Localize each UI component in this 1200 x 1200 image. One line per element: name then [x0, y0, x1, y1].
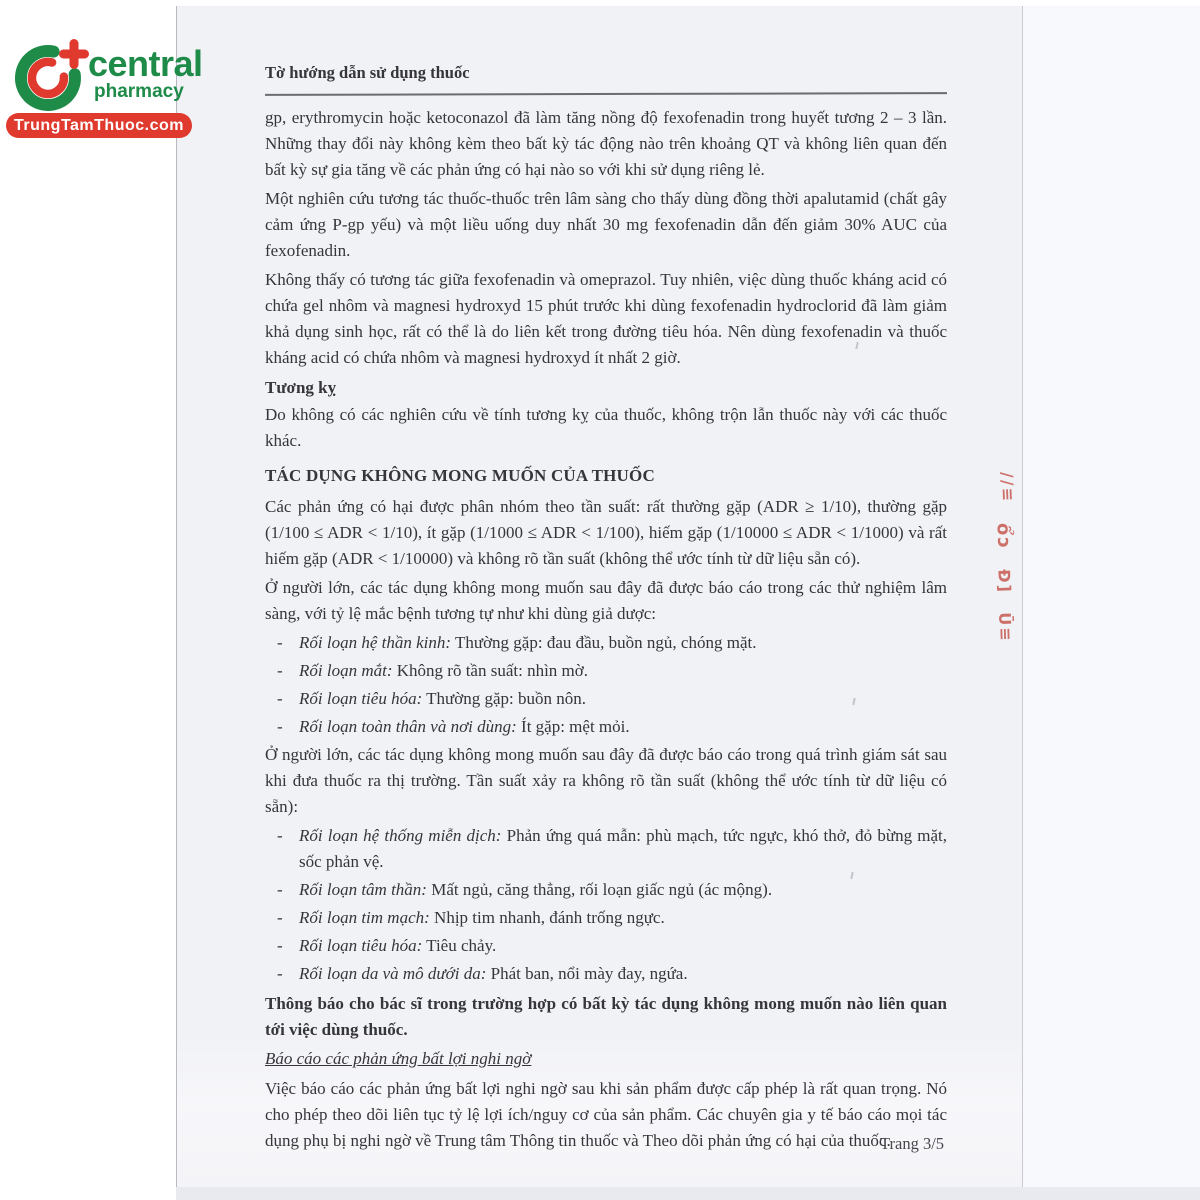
logo-brand-text: central [88, 43, 203, 84]
red-stamp-marks [984, 468, 1022, 678]
paragraph-frequency-definitions: Các phản ứng có hại được phân nhóm theo tần suất: rất thường gặp (ADR ≥ 1/10), thường gặp (1/100 ≤ ADR < 1/10), ít gặp (1/1000 ≤ ADR < 1/100), hiếm gặp (1/10000 ≤ ADR < 1/1000) và rất hiếm gặp (ADR < 1/10000) và không rõ tần suất (không thể ước tính từ dữ liệu sẵn có). [265, 497, 947, 568]
page-number: Trang 3/5 [880, 1134, 945, 1153]
list-item [265, 905, 947, 931]
bullet-text: Ít gặp: mệt mỏi. [516, 717, 630, 736]
bullet-lead: Rối loạn tiêu hóa: [299, 936, 423, 955]
bullet-text: Phát ban, nổi mày đay, ngứa. [486, 964, 688, 983]
bullet-text: Tiêu chảy. [422, 936, 497, 955]
document-content [265, 60, 947, 1157]
list-item [265, 714, 947, 740]
bullet-text: Thường gặp: đau đầu, buồn ngủ, chóng mặt. [451, 633, 757, 652]
bullet-dash: - [277, 936, 283, 955]
paragraph-reporting: Việc báo cáo các phản ứng bất lợi nghi ngờ sau khi sản phẩm được cấp phép là rất quan trọng. Nó cho phép theo dõi liên tục tỷ lệ lợi ích/nguy cơ của sản phẩm. Các chuyên gia y tế báo cáo mọi tác dụng phụ bị nghi ngờ về Trung tâm Thông tin thuốc và Theo dõi phản ứng có hại của thuốc. [265, 1079, 947, 1150]
bullet-dash: - [277, 826, 283, 845]
bullet-lead: Rối loạn hệ thần kinh: [299, 633, 452, 652]
list-item [265, 933, 947, 959]
pharmacy-cross-circle-icon [12, 36, 96, 120]
central-pharmacy-logo [6, 36, 216, 146]
heading-report-suspected-adr: Báo cáo các phản ứng bất lợi nghi ngờ [265, 1049, 532, 1068]
scan-bottom-edge [176, 1187, 1200, 1200]
bullet-dash: - [277, 880, 283, 899]
red-stamp-mark: ổɔ [992, 522, 1015, 551]
bullet-dash: - [277, 633, 283, 652]
scan-right-margin [1022, 6, 1200, 1200]
paragraph-post-marketing-intro: Ở người lớn, các tác dụng không mong muốn sau đây đã được báo cáo trong quá trình giám sát sau khi đưa thuốc ra thị trường. Tần suất xảy ra không rõ tần suất (không thể ước tính từ dữ liệu có sẵn): [265, 745, 947, 816]
paragraph-interaction-2: Một nghiên cứu tương tác thuốc-thuốc trên lâm sàng cho thấy dùng đồng thời apalutamid (chất gây cảm ứng P-gp yếu) và một liều uống duy nhất 30 mg fexofenadin dẫn đến giảm 30% AUC của fexofenadin. [265, 189, 947, 260]
bullet-text: Thường gặp: buồn nôn. [422, 689, 587, 708]
list-item [265, 877, 947, 903]
bullet-text: Nhịp tim nhanh, đánh trống ngực. [429, 908, 665, 927]
paragraph-interaction-3: Không thấy có tương tác giữa fexofenadin và omeprazol. Tuy nhiên, việc dùng thuốc kháng acid có chứa gel nhôm và magnesi hydroxyd 15 phút trước khi dùng fexofenadin hydroclorid đã làm giảm khả dụng sinh học, rất có thể là do liên kết trong đường tiêu hóa. Nên dùng fexofenadin và thuốc kháng acid có chứa nhôm và magnesi hydroxyd ít nhất 2 giờ. [265, 270, 947, 367]
bullet-text: Mất ngủ, căng thẳng, rối loạn giấc ngủ (ác mộng). [426, 880, 773, 899]
list-item [265, 686, 947, 712]
bullet-lead: Rối loạn mắt: [299, 661, 393, 680]
bullet-lead: Rối loạn da và mô dưới da: [299, 964, 487, 983]
red-stamp-mark: Đ] [994, 568, 1015, 595]
heading-adverse-effects: TÁC DỤNG KHÔNG MONG MUỐN CỦA THUỐC [265, 466, 655, 485]
list-item [265, 961, 947, 987]
bullet-lead: Rối loạn hệ thống miễn dịch: [299, 826, 502, 845]
bullet-lead: Rối loạn toàn thân và nơi dùng: [299, 717, 517, 736]
red-stamp-mark: Ū≡ [995, 611, 1016, 644]
bullet-lead: Rối loạn tim mạch: [299, 908, 430, 927]
bullet-lead: Rối loạn tiêu hóa: [299, 689, 423, 708]
paragraph-clinical-trials-intro: Ở người lớn, các tác dụng không mong muốn sau đây đã được báo cáo trong các thử nghiệm lâm sàng, với tỷ lệ mắc bệnh tương tự như khi dùng giả dược: [265, 578, 947, 623]
heading-incompatibility: Tương kỵ [265, 378, 337, 397]
bullet-dash: - [277, 964, 283, 983]
paragraph-incompatibility: Do không có các nghiên cứu về tính tương kỵ của thuốc, không trộn lẫn thuốc này với các thuốc khác. [265, 405, 947, 450]
list-item [265, 630, 947, 656]
bullet-dash: - [277, 661, 283, 680]
logo-tagline-text: pharmacy [94, 81, 184, 102]
paragraph-notify-doctor: Thông báo cho bác sĩ trong trường hợp có bất kỳ tác dụng không mong muốn nào liên quan tới việc dùng thuốc. [265, 994, 947, 1039]
bullet-text: Phản ứng quá mẫn: phù mạch, tức ngực, khó thở, đỏ bừng mặt, sốc phản vệ. [299, 826, 947, 871]
document-header-title: Tờ hướng dẫn sử dụng thuốc [265, 63, 470, 82]
bullet-text: Không rõ tần suất: nhìn mờ. [392, 661, 588, 680]
red-stamp-mark: //≡ [997, 471, 1018, 504]
bullet-dash: - [277, 717, 283, 736]
list-item [265, 823, 947, 875]
header-divider-line [265, 92, 947, 96]
logo-website-banner: TrungTamThuoc.com [6, 113, 192, 138]
bullet-dash: - [277, 689, 283, 708]
bullet-lead: Rối loạn tâm thần: [299, 880, 427, 899]
bullet-dash: - [277, 908, 283, 927]
paragraph-interaction-1: gp, erythromycin hoặc ketoconazol đã làm tăng nồng độ fexofenadin trong huyết tương 2 – 3 lần. Những thay đổi này không kèm theo bất kỳ tác động nào trên khoảng QT và không liên quan đến bất kỳ sự gia tăng về các phản ứng có hại nào so với khi sử dụng riêng lẻ. [265, 108, 947, 179]
list-item [265, 658, 947, 684]
